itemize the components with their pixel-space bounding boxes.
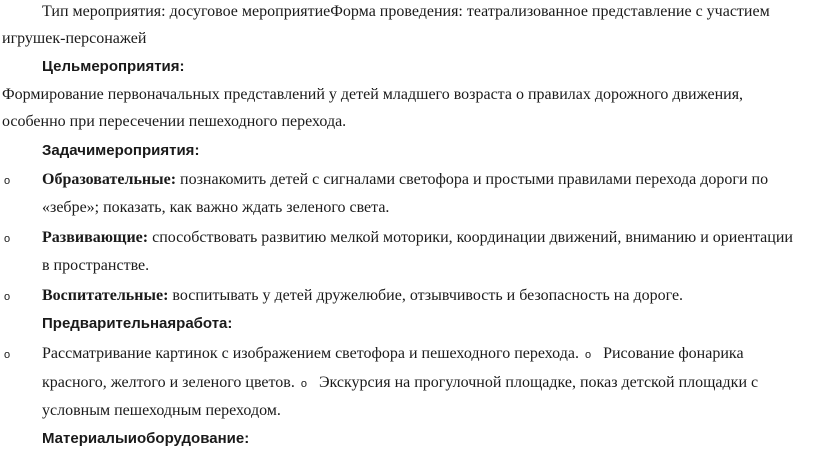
task-developing-label: Развивающие: bbox=[42, 229, 149, 246]
prep-line-2 bbox=[42, 373, 758, 394]
prep-item-colors: красного, желтого и зеленого цветов. bbox=[42, 374, 295, 391]
goal-line-2: особенно при пересечении пешеходного перехода. bbox=[2, 113, 347, 130]
prep-item-excursion: Экскурсия на прогулочной площадке, показ детской площадки с bbox=[318, 374, 759, 391]
prep-item-pictures: Рассматривание картинок с изображением светофора и пешеходного перехода. bbox=[42, 345, 579, 362]
bullet-marker: o bbox=[4, 291, 11, 303]
task-developing-line-2: в пространстве. bbox=[42, 257, 150, 274]
task-educational-line-2: «зебре»; показать, как важно ждать зеленого света. bbox=[42, 199, 390, 216]
task-educational bbox=[42, 170, 768, 190]
task-nurturing-text: воспитывать у детей дружелюбие, отзывчивость и безопасность на дороге. bbox=[168, 287, 684, 304]
bullet-marker: o bbox=[584, 349, 592, 361]
tasks-heading: Задачимероприятия: bbox=[42, 142, 200, 159]
task-nurturing-label: Воспитательные: bbox=[42, 287, 169, 304]
bullet-marker: o bbox=[4, 233, 11, 245]
prep-item-drawing: Рисование фонарика bbox=[603, 345, 744, 362]
task-developing bbox=[42, 228, 793, 248]
prep-line-1 bbox=[42, 344, 744, 365]
materials-heading: Материалыиоборудование: bbox=[42, 430, 250, 447]
task-educational-text: познакомить детей с сигналами светофора и простыми правилами перехода дороги по bbox=[176, 171, 769, 188]
goal-heading: Цельмероприятия: bbox=[42, 58, 185, 75]
bullet-marker: o bbox=[300, 378, 307, 390]
prep-line-3: условным пешеходным переходом. bbox=[42, 402, 281, 419]
intro-line-1: Тип мероприятия: досуговое мероприятиеФорма проведения: театрализованное представление с участием bbox=[42, 3, 770, 20]
task-nurturing bbox=[42, 286, 683, 306]
prep-heading: Предварительнаяработа: bbox=[42, 315, 233, 332]
intro-line-2: игрушек-персонажей bbox=[2, 30, 147, 47]
goal-line-1: Формирование первоначальных представлений у детей младшего возраста о правилах дорожного движения, bbox=[2, 86, 744, 103]
task-developing-text: способствовать развитию мелкой моторики, координации движений, вниманию и ориентации bbox=[148, 229, 793, 246]
bullet-marker: o bbox=[4, 349, 11, 361]
task-educational-label: Образовательные: bbox=[42, 171, 177, 188]
bullet-marker: o bbox=[4, 175, 11, 187]
